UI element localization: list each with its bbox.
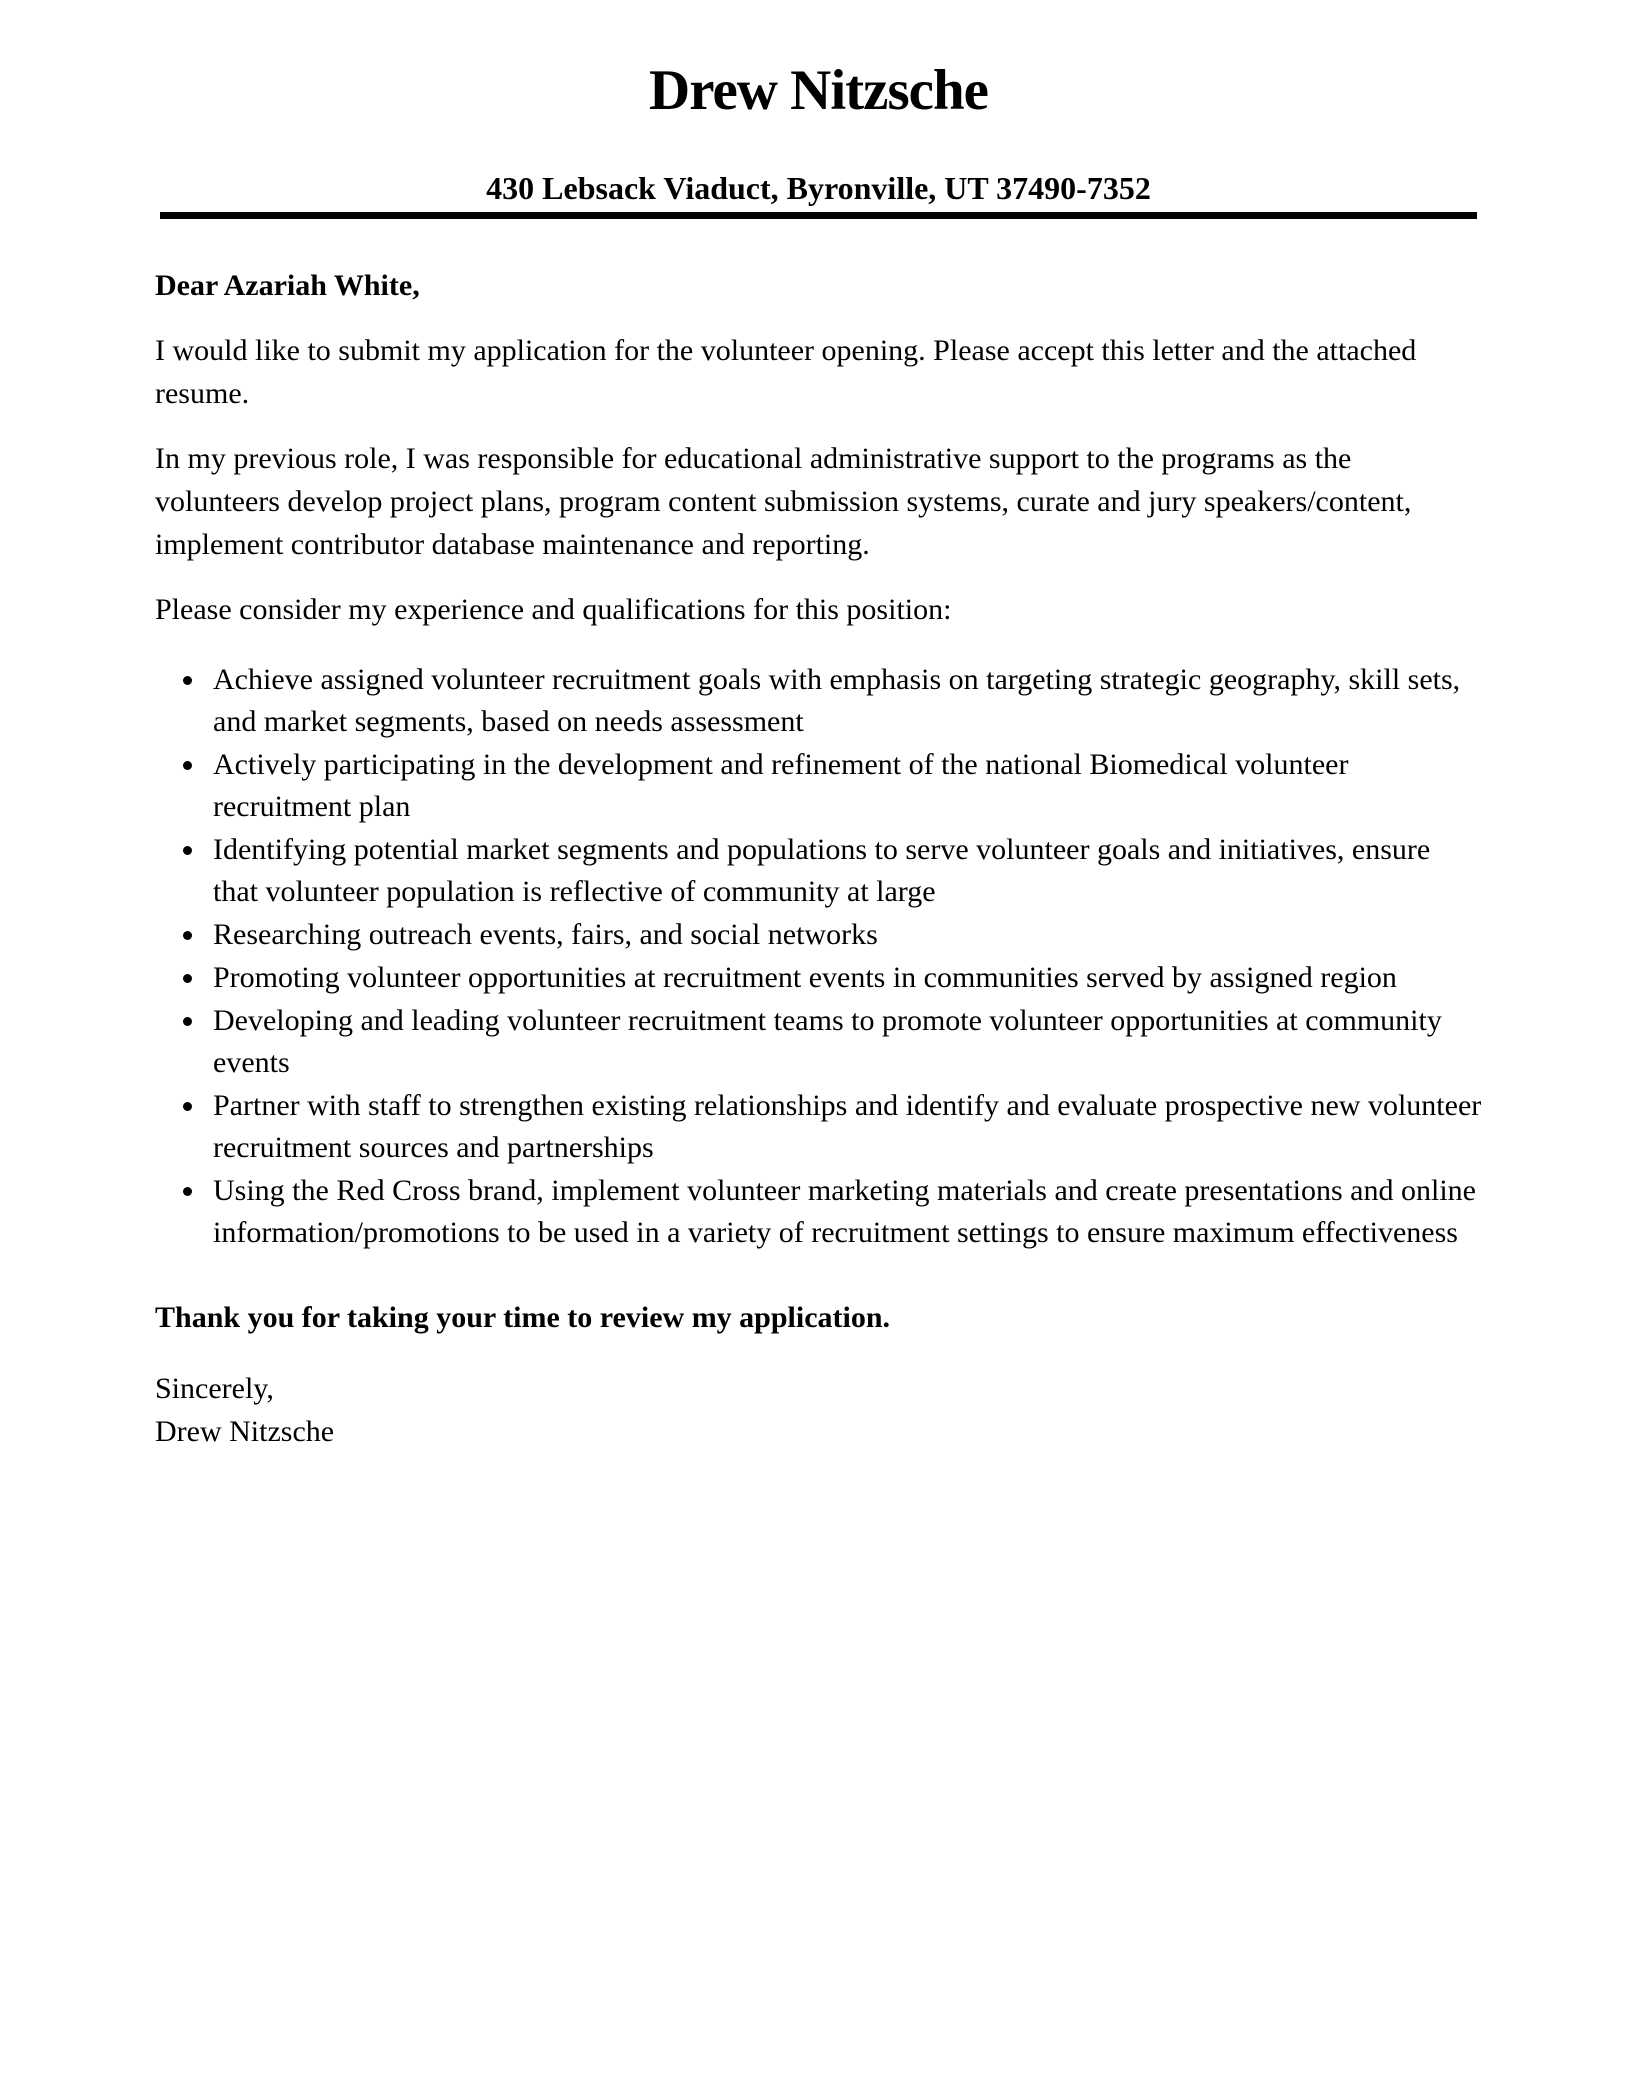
salutation: Dear Azariah White, (155, 269, 420, 302)
letterhead (155, 59, 1482, 207)
paragraph-experience: In my previous role, I was responsible for educational administrative support to the programs as the volunteers develop project plans, program content submission systems, curate and jury speakers/content, implement contributor database maintenance and reporting. (155, 442, 1412, 561)
paragraph-qualifications-intro: Please consider my experience and qualifications for this position: (155, 593, 952, 626)
qualifications-list (155, 659, 1482, 1254)
signoff-block (155, 1367, 1482, 1453)
applicant-address: 430 Lebsack Viaduct, Byronville, UT 37490-7352 (486, 170, 1151, 206)
header-divider (160, 212, 1477, 219)
qualification-item: • Identifying potential market segments and populations to serve volunteer goals and initiatives, ensure that volunteer population is reflective of community at large (207, 829, 1482, 913)
applicant-name: Drew Nitzsche (649, 59, 988, 122)
paragraph-intro: I would like to submit my application for the volunteer opening. Please accept this letter and the attached resume. (155, 334, 1417, 410)
qualification-item: • Partner with staff to strengthen existing relationships and identify and evaluate prospective new volunteer recruitment sources and partnerships (207, 1085, 1482, 1169)
closing-statement: Thank you for taking your time to review my application. (155, 1301, 891, 1334)
qualification-item: • Using the Red Cross brand, implement volunteer marketing materials and create presentations and online information/promotions to be used in a variety of recruitment settings to ensure maximum effectiveness (207, 1170, 1482, 1254)
signoff: Sincerely, (155, 1372, 274, 1405)
qualification-item: • Achieve assigned volunteer recruitment goals with emphasis on targeting strategic geography, skill sets, and market segments, based on needs assessment (207, 659, 1482, 743)
qualification-item: • Researching outreach events, fairs, and social networks (207, 914, 1482, 956)
qualification-item: • Developing and leading volunteer recruitment teams to promote volunteer opportunities at community events (207, 1000, 1482, 1084)
signature-name: Drew Nitzsche (155, 1415, 335, 1448)
qualification-item: • Actively participating in the development and refinement of the national Biomedical volunteer recruitment plan (207, 744, 1482, 828)
qualification-item: • Promoting volunteer opportunities at recruitment events in communities served by assigned region (207, 957, 1482, 999)
